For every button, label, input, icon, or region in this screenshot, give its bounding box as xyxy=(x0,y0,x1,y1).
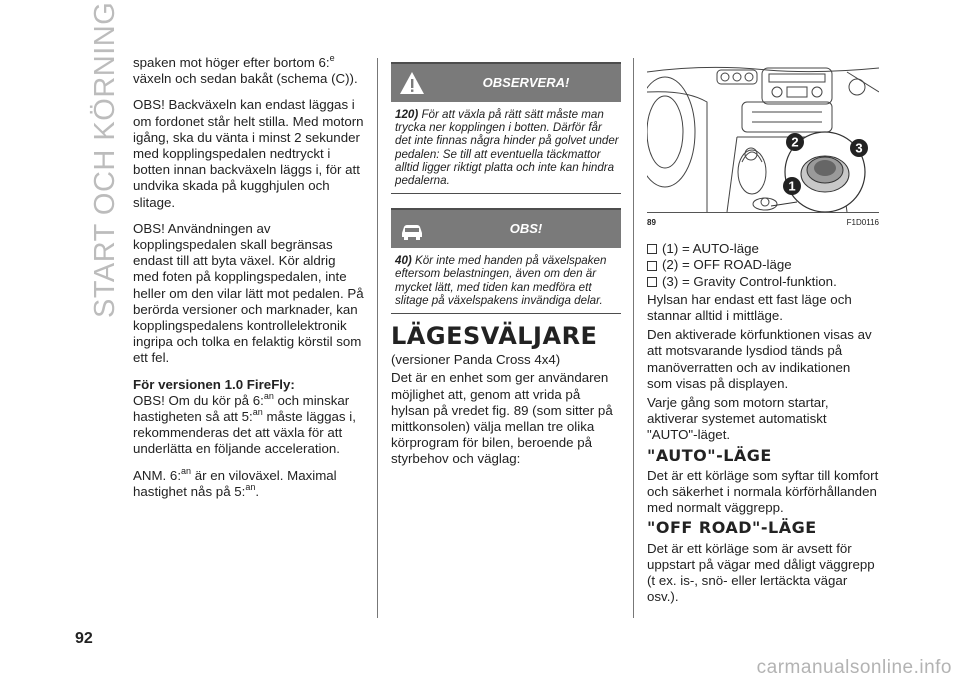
column-1 xyxy=(133,55,365,510)
page-number: 92 xyxy=(75,630,93,647)
warning-text: 120) För att växla på rätt sätt måste man trycka ner kopplingen i botten. Därför får det inte finnas några hinder på golvet under pedalen: Se till att eventuella täckmattor alltid ligger riktigt platta och inte kan hindra pedalerna. xyxy=(395,108,619,188)
subsection-heading-auto: "AUTO"-LÄGE xyxy=(647,445,772,465)
paragraph: Den aktiverade körfunktionen visas av att motsvarande lysdiod tänds på manöverratten och av indikationen som visas på displayen. xyxy=(647,327,872,391)
checkbox-icon xyxy=(647,261,657,271)
note-text: 40) Kör inte med handen på växelspaken eftersom belastningen, även om den är mycket lätt, med tiden kan medföra ett slitage på växelspakens invändiga delar. xyxy=(395,254,607,307)
paragraph: ANM. 6:$^{an}$ är en viloväxel. Maximal hastighet nås på 5:$^{an}$. xyxy=(133,465,337,499)
side-title: START OCH KÖRNING xyxy=(89,1,121,318)
side-title-wrap xyxy=(89,1,130,318)
paragraph: Varje gång som motorn startar, aktiverar systemet automatiskt "AUTO"-läget. xyxy=(647,395,829,443)
option-item: (3) = Gravity Control-funktion. xyxy=(647,274,879,290)
figure-89 xyxy=(647,62,879,213)
paragraph: (versioner Panda Cross 4x4) xyxy=(391,352,561,368)
paragraph: Det är en enhet som ger användaren möjlighet att, genom att vrida på hylsan på vredet fig. 89 (som sitter på mittkonsolen) välja mellan tre olika körprogram för bilen, beroende på styrbehov och väglag: xyxy=(391,370,613,467)
callout-2: 2 xyxy=(791,134,799,150)
section-heading: LÄGESVÄLJARE xyxy=(391,322,598,351)
paragraph: OBS! Backväxeln kan endast läggas i om fordonet står helt stilla. Med motorn igång, ska du vänta i minst 2 sekunder med kopplingspedalen nedtryckt i botten innan backväxeln läggs i, för att undvika skada på kugghjulen och slitage. xyxy=(133,97,364,210)
watermark: carmanualsonline.info xyxy=(756,657,952,678)
subheading: För versionen 1.0 FireFly: xyxy=(133,376,295,392)
note-box xyxy=(391,208,621,314)
paragraph: Det är ett körläge som syftar till komfort och säkerhet i normala körförhållanden med normalt väggrepp. xyxy=(647,467,879,516)
callout-1: 1 xyxy=(788,178,796,194)
checkbox-icon xyxy=(647,244,657,254)
paragraph: Det är ett körläge som är avsett för uppstart på vägar med dåligt väggrepp (t ex. is-, snö- eller lertäckta vägar osv.). xyxy=(647,540,875,605)
paragraph: OBS! Om du kör på 6:$^{an}$ och minskar hastigheten så att 5:$^{an}$ måste läggas i, rekommenderas det att växla för att underlätta en följande acceleration. xyxy=(133,390,356,457)
callout-3: 3 xyxy=(855,140,863,156)
paragraph: OBS! Användningen av kopplingspedalen skall begränsas endast till att byta växel. Kör aldrig med foten på kopplingspedalen, inte heller om den vilar lätt mot pedalen. På berörda versioner och marknader, kan kopplingspedalens kontrollelektronik ingripa och tolka en felaktig körstil som ett fel. xyxy=(133,220,364,366)
figure-number: 89 xyxy=(647,218,656,227)
dashboard-illustration xyxy=(647,62,879,212)
warning-box xyxy=(391,62,621,194)
paragraph: Hylsan har endast ett fast läge och stannar alltid i mittläge. xyxy=(647,291,852,324)
warning-title: OBSERVERA! xyxy=(482,75,570,90)
option-item: (2) = OFF ROAD-läge xyxy=(647,257,879,273)
option-item: (1) = AUTO-läge xyxy=(647,241,879,257)
column-divider xyxy=(377,58,378,618)
figure-code: F1D0116 xyxy=(846,218,879,227)
note-title: OBS! xyxy=(509,221,543,237)
subsection-heading-off-road: "OFF ROAD"-LÄGE xyxy=(647,518,817,538)
checkbox-icon xyxy=(647,277,657,287)
paragraph: spaken mot höger efter bortom 6:$^e$ växeln och sedan bakåt (schema (C)). xyxy=(133,53,358,87)
column-3 xyxy=(647,62,879,608)
column-2 xyxy=(391,62,621,478)
column-divider xyxy=(633,58,634,618)
figure-caption xyxy=(647,215,879,231)
